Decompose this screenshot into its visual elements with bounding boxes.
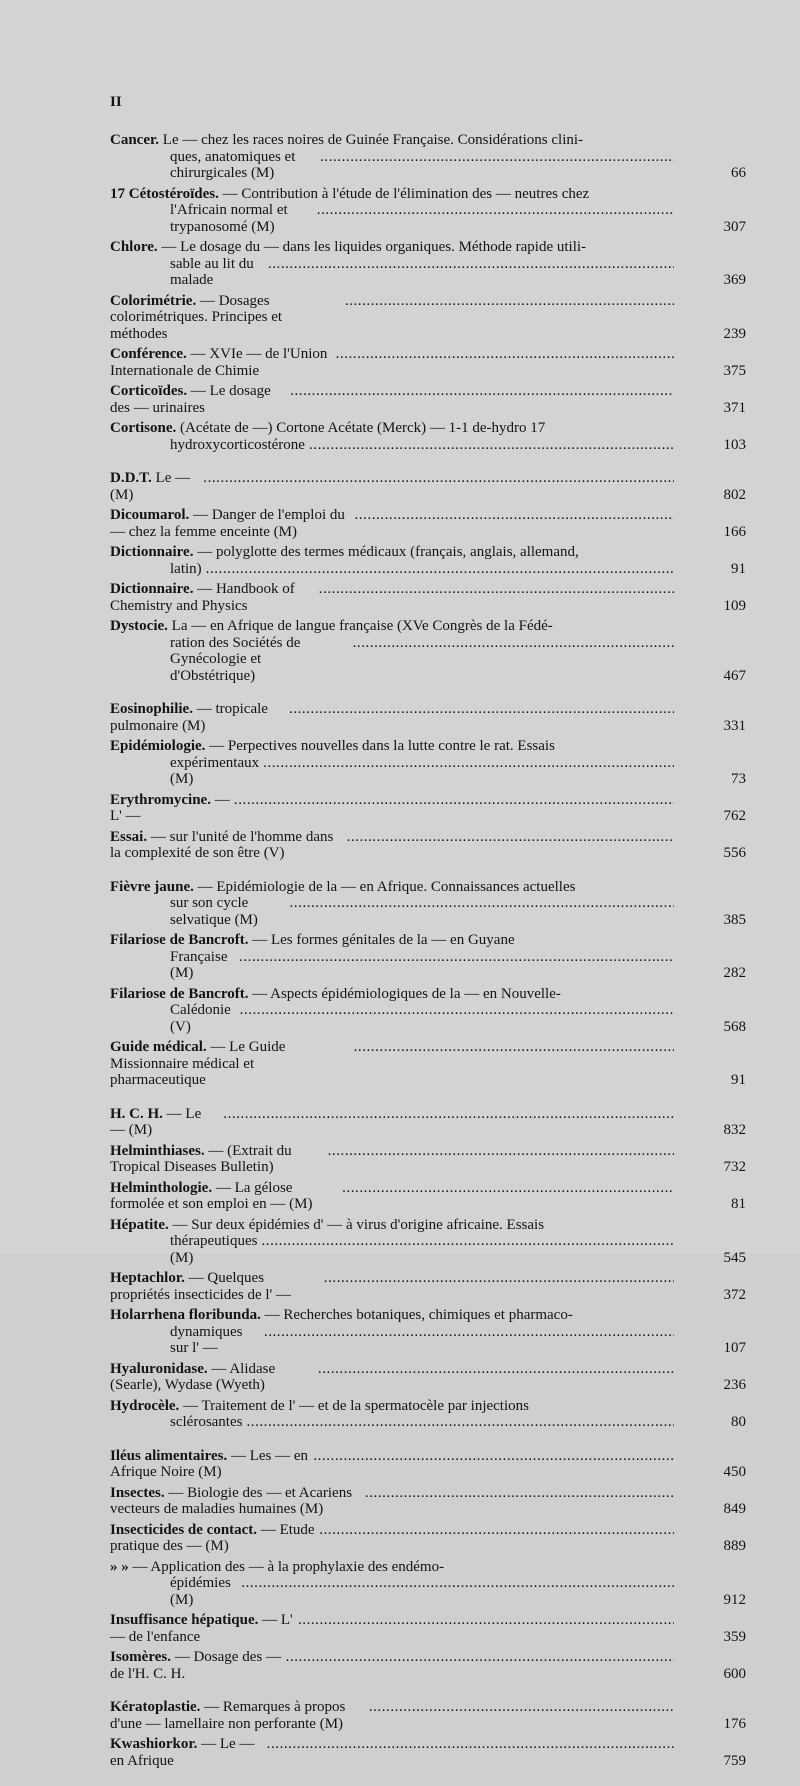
index-entry	[110, 1180, 746, 1213]
entry-text	[110, 507, 351, 540]
entry-heading: Hyaluronidase.	[110, 1360, 208, 1377]
entry-page-number: 81	[731, 1196, 746, 1212]
entry-first-line	[110, 346, 746, 379]
entry-heading: Dystocie.	[110, 618, 168, 634]
entry-description: — (Extrait du Tropical Diseases Bulletin)	[110, 1142, 292, 1175]
entry-continuation-text: ration des Sociétés de Gynécologie et d'Obstétrique)	[170, 634, 301, 684]
entry-heading: Conférence.	[110, 346, 187, 362]
entry-text	[110, 1180, 338, 1213]
index-entry	[110, 1485, 746, 1518]
entry-text	[110, 293, 341, 343]
index-entry	[110, 383, 746, 416]
subject-index	[110, 132, 746, 1786]
dot-leader	[268, 256, 674, 289]
index-entry	[110, 1736, 746, 1769]
dot-leader	[317, 202, 674, 235]
entry-page-number: 282	[723, 965, 746, 981]
entry-continuation-text: sur son cycle selvatique (M)	[170, 895, 258, 928]
entry-heading: Dicoumarol.	[110, 507, 190, 523]
entry-continuation-text: ques, anatomiques et chirurgicales (M)	[170, 148, 296, 181]
entry-description: — La gélose formolée et son emploi en — (M)	[110, 1179, 313, 1212]
entry-page-number: 372	[723, 1286, 746, 1303]
entry-text	[110, 1649, 282, 1682]
entry-heading: » »	[110, 1558, 129, 1575]
page-number: II	[110, 94, 122, 110]
index-entry	[110, 1270, 746, 1303]
entry-first-line	[110, 1270, 746, 1303]
entry-first-line	[110, 829, 746, 862]
entry-continuation-text: hydroxycorticostérone	[170, 436, 305, 453]
dot-leader	[336, 346, 674, 379]
entry-continuation-text: Calédonie (V)	[170, 1002, 231, 1035]
entry-description: — Le Guide Missionnaire médical et pharmaceutique	[110, 1039, 286, 1088]
entry-page-number: 91	[731, 1072, 746, 1088]
entry-description: — sur l'unité de l'homme dans la complexité de son être (V)	[110, 828, 334, 861]
entry-description: — Le dosage du — dans les liquides organiques. Méthode rapide utili-	[161, 239, 587, 255]
dot-leader	[345, 293, 674, 343]
entry-heading: Cortisone.	[110, 420, 177, 436]
entry-first-line	[110, 932, 746, 949]
entry-description: — Biologie des — et Acariens vecteurs de maladies humaines (M)	[110, 1484, 353, 1517]
index-letter-group	[110, 879, 746, 1089]
entry-first-line	[110, 293, 746, 343]
entry-continuation-line	[110, 949, 746, 982]
index-entry	[110, 1039, 746, 1089]
index-entry	[110, 132, 746, 182]
index-entry	[110, 618, 746, 684]
entry-text	[110, 879, 575, 896]
dot-leader	[313, 1448, 674, 1481]
entry-continuation-text: sable au lit du malade	[170, 255, 254, 288]
entry-text	[110, 1699, 365, 1732]
dot-leader	[298, 1612, 674, 1645]
entry-first-line	[110, 132, 746, 149]
dot-leader	[290, 895, 674, 928]
dot-leader	[263, 755, 674, 788]
entry-heading: D.D.T.	[110, 470, 152, 486]
entry-heading: Fièvre jaune.	[110, 878, 194, 895]
entry-first-line	[110, 1612, 746, 1645]
entry-heading: 17 Cétostéroïdes.	[110, 185, 219, 202]
index-entry	[110, 829, 746, 862]
entry-first-line	[110, 792, 746, 825]
dot-leader	[347, 829, 674, 862]
entry-continuation-text: thérapeutiques (M)	[170, 1233, 258, 1266]
entry-first-line	[110, 1143, 746, 1176]
index-entry	[110, 239, 746, 289]
entry-page-number: 732	[723, 1159, 746, 1175]
index-entry	[110, 186, 746, 236]
entry-page-number: 545	[723, 1249, 746, 1266]
index-entry	[110, 507, 746, 540]
entry-text	[110, 932, 515, 949]
entry-heading: Hydrocèle.	[110, 1397, 180, 1414]
index-entry	[110, 792, 746, 825]
entry-heading: Colorimétrie.	[110, 292, 197, 309]
dot-leader	[289, 701, 674, 734]
index-entry	[110, 932, 746, 982]
dot-leader	[234, 792, 674, 825]
entry-first-line	[110, 420, 746, 437]
entry-text	[110, 1039, 350, 1089]
entry-description: — Handbook of Chemistry and Physics	[110, 581, 295, 614]
index-entry	[110, 470, 746, 503]
entry-heading: Epidémiologie.	[110, 738, 206, 754]
entry-first-line	[110, 879, 746, 896]
entry-page-number: 832	[723, 1122, 746, 1138]
entry-text	[110, 1612, 294, 1645]
entry-page-number: 91	[731, 560, 746, 577]
entry-first-line	[110, 1361, 746, 1394]
entry-continuation-line	[110, 1324, 746, 1357]
index-entry	[110, 544, 746, 577]
index-entry	[110, 1217, 746, 1267]
index-entry	[110, 986, 746, 1036]
entry-text	[110, 581, 315, 614]
index-letter-group	[110, 470, 746, 684]
entry-description: Le — (M)	[110, 470, 191, 503]
entry-heading: Chlore.	[110, 239, 158, 255]
entry-first-line	[110, 1180, 746, 1213]
entry-description: — Alidase (Searle), Wydase (Wyeth)	[110, 1360, 276, 1393]
index-letter-group	[110, 1448, 746, 1683]
dot-leader	[342, 1180, 674, 1213]
entry-description: — Sur deux épidémies d' — à virus d'origine africaine. Essais	[172, 1216, 545, 1233]
entry-first-line	[110, 1559, 746, 1576]
entry-continuation-text: latin)	[170, 560, 202, 577]
entry-first-line	[110, 470, 746, 503]
entry-description: — Recherches botaniques, chimiques et pharmaco-	[264, 1307, 573, 1323]
entry-page-number: 912	[723, 1591, 746, 1608]
entry-first-line	[110, 581, 746, 614]
index-entry	[110, 420, 746, 453]
entry-continuation-line	[110, 1575, 746, 1608]
entry-page-number: 385	[723, 911, 746, 928]
entry-continuation-line	[110, 437, 746, 454]
entry-first-line	[110, 1448, 746, 1481]
entry-heading: Iléus alimentaires.	[110, 1447, 228, 1464]
dot-leader	[290, 383, 674, 416]
entry-text	[110, 544, 579, 561]
entry-page-number: 331	[723, 717, 746, 734]
entry-continuation-line	[110, 149, 746, 182]
dot-leader	[319, 1522, 674, 1555]
entry-description: — polyglotte des termes médicaux (français, anglais, allemand,	[197, 544, 579, 560]
entry-description: — Epidémiologie de la — en Afrique. Connaissances actuelles	[197, 878, 576, 895]
dot-leader	[246, 1414, 674, 1431]
entry-page-number: 239	[723, 325, 746, 342]
entry-continuation-line	[110, 1233, 746, 1266]
entry-first-line	[110, 186, 746, 203]
entry-text	[110, 618, 553, 635]
entry-first-line	[110, 1699, 746, 1732]
entry-page-number: 359	[723, 1628, 746, 1645]
index-entry	[110, 1522, 746, 1555]
entry-continuation-line	[110, 635, 746, 685]
dot-leader	[267, 1736, 674, 1769]
entry-continuation-text: Française (M)	[170, 948, 228, 981]
entry-heading: Insectes.	[110, 1484, 165, 1501]
entry-first-line	[110, 1736, 746, 1769]
index-letter-group	[110, 701, 746, 862]
entry-page-number: 307	[723, 218, 746, 235]
entry-description: — Danger de l'emploi du — chez la femme enceinte (M)	[110, 507, 345, 540]
entry-text	[110, 420, 545, 437]
entry-first-line	[110, 1522, 746, 1555]
dot-leader	[241, 1575, 674, 1608]
entry-heading: Guide médical.	[110, 1039, 207, 1055]
dot-leader	[239, 949, 674, 982]
dot-leader	[286, 1649, 674, 1682]
entry-page-number: 107	[723, 1340, 746, 1356]
entry-heading: Insuffisance hépatique.	[110, 1612, 259, 1628]
entry-first-line	[110, 1039, 746, 1089]
entry-description: — L' —	[110, 791, 230, 824]
entry-heading: Holarrhena floribunda.	[110, 1307, 261, 1323]
entry-text	[110, 1485, 361, 1518]
entry-continuation-text: sclérosantes	[170, 1414, 243, 1430]
entry-description: — Remarques à propos d'une — lamellaire non perforante (M)	[110, 1699, 346, 1732]
entry-heading: Insecticides de contact.	[110, 1521, 258, 1538]
entry-text	[110, 346, 332, 379]
entry-first-line	[110, 738, 746, 755]
dot-leader	[203, 470, 674, 503]
entry-description: — Aspects épidémiologiques de la — en Nouvelle-	[252, 985, 561, 1002]
entry-page-number: 166	[723, 523, 746, 540]
entry-page-number: 369	[723, 272, 746, 288]
entry-heading: Dictionnaire.	[110, 544, 194, 560]
entry-page-number: 371	[723, 399, 746, 416]
entry-text	[110, 383, 286, 416]
dot-leader	[324, 1270, 674, 1303]
entry-continuation-text: épidémies (M)	[170, 1575, 231, 1608]
entry-continuation-line	[110, 202, 746, 235]
entry-description: — Les — en Afrique Noire (M)	[110, 1447, 309, 1480]
dot-leader	[206, 561, 674, 578]
entry-page-number: 109	[723, 597, 746, 614]
entry-text	[110, 1736, 263, 1769]
entry-text	[110, 186, 589, 203]
entry-first-line	[110, 239, 746, 256]
dot-leader	[320, 149, 674, 182]
entry-text	[110, 1522, 315, 1555]
entry-first-line	[110, 1217, 746, 1234]
entry-page-number: 375	[723, 362, 746, 379]
index-entry	[110, 1143, 746, 1176]
entry-text	[110, 239, 586, 256]
entry-page-number: 176	[723, 1715, 746, 1732]
entry-description: — Le dosage des — urinaires	[110, 383, 271, 416]
entry-heading: Essai.	[110, 828, 148, 845]
index-entry	[110, 346, 746, 379]
entry-heading: Isomères.	[110, 1649, 171, 1665]
index-entry	[110, 738, 746, 788]
entry-description: — L' — de l'enfance	[110, 1612, 293, 1645]
entry-heading: Filariose de Bancroft.	[110, 932, 249, 948]
entry-text	[110, 1398, 529, 1415]
entry-text	[110, 1307, 573, 1324]
entry-heading: Eosinophilie.	[110, 701, 193, 717]
entry-description: — Les formes génitales de la — en Guyane	[252, 932, 515, 948]
entry-heading: Dictionnaire.	[110, 581, 194, 597]
entry-heading: Helminthologie.	[110, 1179, 213, 1196]
entry-first-line	[110, 618, 746, 635]
dot-leader	[365, 1485, 674, 1518]
dot-leader	[369, 1699, 674, 1732]
entry-description: — Traitement de l' — et de la spermatocèle par injections	[183, 1397, 529, 1414]
entry-first-line	[110, 1398, 746, 1415]
entry-heading: Helminthiases.	[110, 1142, 205, 1159]
index-entry	[110, 701, 746, 734]
index-entry	[110, 1307, 746, 1357]
entry-first-line	[110, 701, 746, 734]
entry-text	[110, 470, 199, 503]
entry-page-number: 759	[723, 1752, 746, 1769]
entry-description: — Quelques propriétés insecticides de l' —	[110, 1270, 291, 1303]
index-entry	[110, 581, 746, 614]
index-entry	[110, 293, 746, 343]
index-entry	[110, 1649, 746, 1682]
entry-description: — Perpectives nouvelles dans la lutte contre le rat. Essais	[209, 738, 555, 754]
index-entry	[110, 1398, 746, 1431]
entry-first-line	[110, 1106, 746, 1139]
index-entry	[110, 1612, 746, 1645]
entry-description: — XVIe — de l'Union Internationale de Chimie	[110, 346, 328, 379]
entry-continuation-line	[110, 256, 746, 289]
dot-leader	[328, 1143, 674, 1176]
entry-heading: Kwashiorkor.	[110, 1736, 198, 1752]
index-letter-group	[110, 132, 746, 453]
dot-leader	[309, 437, 674, 454]
entry-heading: Kératoplastie.	[110, 1699, 201, 1715]
entry-continuation-text: expérimentaux (M)	[170, 754, 260, 787]
entry-first-line	[110, 1649, 746, 1682]
entry-first-line	[110, 507, 746, 540]
entry-heading: Filariose de Bancroft.	[110, 985, 249, 1002]
entry-first-line	[110, 383, 746, 416]
entry-description: — tropicale pulmonaire (M)	[110, 701, 268, 734]
entry-description: La — en Afrique de langue française (XVe Congrès de la Fédé-	[171, 618, 553, 634]
entry-continuation-line	[110, 561, 746, 578]
entry-page-number: 80	[731, 1414, 746, 1430]
entry-heading: Hépatite.	[110, 1216, 169, 1233]
dot-leader	[240, 1002, 674, 1035]
entry-description: — Etude pratique des — (M)	[110, 1521, 315, 1554]
index-entry	[110, 1699, 746, 1732]
entry-text	[110, 1270, 320, 1303]
entry-continuation-line	[110, 1002, 746, 1035]
index-entry	[110, 1448, 746, 1481]
entry-text	[110, 1106, 219, 1139]
entry-continuation-text: dynamiques sur l' —	[170, 1323, 243, 1356]
entry-page-number: 66	[731, 165, 746, 181]
dot-leader	[261, 1233, 674, 1266]
entry-text	[110, 986, 561, 1003]
dot-leader	[264, 1324, 674, 1357]
entry-text	[110, 1217, 544, 1234]
entry-first-line	[110, 1307, 746, 1324]
entry-description: — Le — en Afrique	[110, 1736, 255, 1769]
dot-leader	[354, 1039, 674, 1089]
entry-text	[110, 701, 285, 734]
entry-text	[110, 1448, 309, 1481]
dot-leader	[353, 635, 674, 685]
entry-heading: H. C. H.	[110, 1105, 163, 1122]
entry-description: — Dosages colorimétriques. Principes et méthodes	[110, 292, 283, 342]
entry-page-number: 762	[723, 808, 746, 824]
entry-first-line	[110, 544, 746, 561]
dot-leader	[318, 1361, 674, 1394]
entry-text	[110, 792, 230, 825]
entry-heading: Erythromycine.	[110, 791, 211, 808]
entry-page-number: 103	[723, 436, 746, 453]
entry-description: (Acétate de —) Cortone Acétate (Merck) — 1-1 de-hydro 17	[180, 420, 546, 436]
entry-description: Le — chez les races noires de Guinée Française. Considérations clini-	[162, 132, 584, 148]
entry-page-number: 236	[723, 1377, 746, 1393]
entry-description: — Application des — à la prophylaxie des endémo-	[132, 1558, 445, 1575]
entry-continuation-line	[110, 1414, 746, 1431]
entry-continuation-text: l'Africain normal et trypanosomé (M)	[170, 202, 288, 235]
index-letter-group	[110, 1699, 746, 1769]
entry-text	[110, 1361, 314, 1394]
entry-heading: Cancer.	[110, 132, 160, 148]
entry-page-number: 556	[723, 845, 746, 861]
entry-page-number: 450	[723, 1464, 746, 1480]
entry-heading: Heptachlor.	[110, 1270, 185, 1286]
index-entry	[110, 1361, 746, 1394]
entry-page-number: 568	[723, 1018, 746, 1035]
entry-first-line	[110, 986, 746, 1003]
index-entry	[110, 1559, 746, 1609]
entry-text	[110, 829, 343, 862]
entry-page-number: 600	[723, 1665, 746, 1682]
entry-text	[110, 132, 583, 149]
index-entry	[110, 1106, 746, 1139]
entry-description: — Dosage des — de l'H. C. H.	[110, 1649, 281, 1682]
entry-description: — Le — (M)	[110, 1105, 202, 1138]
entry-description: — Contribution à l'étude de l'élimination des — neutres chez	[222, 185, 590, 202]
entry-heading: Corticoïdes.	[110, 383, 188, 399]
entry-page-number: 73	[731, 771, 746, 787]
entry-page-number: 889	[723, 1538, 746, 1554]
dot-leader	[355, 507, 675, 540]
entry-continuation-line	[110, 755, 746, 788]
entry-text	[110, 738, 555, 755]
entry-page-number: 849	[723, 1501, 746, 1517]
entry-page-number: 802	[723, 486, 746, 503]
entry-text	[110, 1143, 324, 1176]
dot-leader	[223, 1106, 674, 1139]
index-letter-group	[110, 1106, 746, 1431]
entry-first-line	[110, 1485, 746, 1518]
dot-leader	[319, 581, 674, 614]
entry-page-number: 467	[723, 667, 746, 684]
index-entry	[110, 879, 746, 929]
entry-text	[110, 1559, 444, 1576]
entry-continuation-line	[110, 895, 746, 928]
